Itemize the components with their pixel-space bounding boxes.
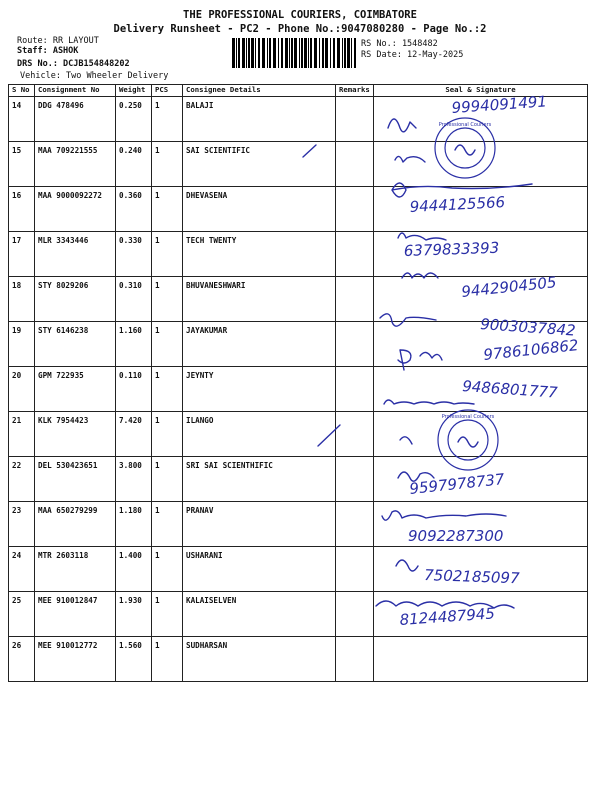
- cell-consignment-no: GPM 722935: [35, 367, 116, 412]
- cell-weight: 0.240: [116, 142, 152, 187]
- cell-remarks: [336, 547, 374, 592]
- staff-label: Staff: ASHOK: [17, 46, 79, 56]
- cell-remarks: [336, 322, 374, 367]
- cell-remarks: [336, 232, 374, 277]
- cell-pcs: 1: [152, 277, 183, 322]
- route-label: Route: RR LAYOUT: [17, 36, 99, 46]
- cell-sno: 23: [9, 502, 35, 547]
- cell-pcs: 1: [152, 502, 183, 547]
- cell-weight: 1.180: [116, 502, 152, 547]
- cell-consignment-no: MAA 650279299: [35, 502, 116, 547]
- cell-consignee: SAI SCIENTIFIC: [183, 142, 336, 187]
- table-row: [9, 502, 588, 547]
- table-row: [9, 547, 588, 592]
- handwritten-phone: 9444125566: [409, 193, 506, 216]
- cell-remarks: [336, 502, 374, 547]
- cell-signature: [374, 232, 588, 277]
- cell-pcs: 1: [152, 322, 183, 367]
- cell-sno: 14: [9, 97, 35, 142]
- table-row: [9, 97, 588, 142]
- handwritten-phone: 9092287300: [408, 527, 504, 545]
- cell-pcs: 1: [152, 457, 183, 502]
- cell-consignment-no: MAA 9000092272: [35, 187, 116, 232]
- cell-remarks: [336, 592, 374, 637]
- cell-consignee: TECH TWENTY: [183, 232, 336, 277]
- cell-pcs: 1: [152, 637, 183, 682]
- handwritten-phone: 9994091491: [451, 92, 548, 117]
- cell-consignment-no: DDG 478496: [35, 97, 116, 142]
- cell-consignee: JAYAKUMAR: [183, 322, 336, 367]
- cell-pcs: 1: [152, 232, 183, 277]
- table-row: [9, 142, 588, 187]
- table-row: [9, 367, 588, 412]
- cell-consignment-no: MEE 910012847: [35, 592, 116, 637]
- cell-consignee: KALAISELVEN: [183, 592, 336, 637]
- handwritten-phone: 9442904505: [460, 273, 558, 301]
- cell-signature: [374, 502, 588, 547]
- column-header-consignee: Consignee Details: [183, 85, 336, 97]
- cell-remarks: [336, 457, 374, 502]
- handwritten-phone: 7502185097: [423, 566, 520, 588]
- cell-consignment-no: STY 6146238: [35, 322, 116, 367]
- cell-sno: 22: [9, 457, 35, 502]
- cell-consignment-no: MEE 910012772: [35, 637, 116, 682]
- table-row: [9, 277, 588, 322]
- company-title: THE PROFESSIONAL COURIERS, COIMBATORE: [183, 9, 417, 21]
- cell-consignment-no: KLK 7954423: [35, 412, 116, 457]
- runsheet-subtitle: Delivery Runsheet - PC2 - Phone No.:9047080280 - Page No.:2: [113, 23, 487, 35]
- cell-consignee: SRI SAI SCIENTHIFIC: [183, 457, 336, 502]
- cell-pcs: 1: [152, 187, 183, 232]
- stamp-text: Professional Couriers: [438, 122, 492, 128]
- cell-weight: 0.360: [116, 187, 152, 232]
- cell-consignment-no: STY 8029206: [35, 277, 116, 322]
- cell-weight: 0.250: [116, 97, 152, 142]
- cell-sno: 19: [9, 322, 35, 367]
- cell-signature: [374, 367, 588, 412]
- column-header-signature: Seal & Signature: [374, 85, 588, 97]
- table-row: [9, 457, 588, 502]
- rs-date: RS Date: 12-May-2025: [361, 50, 464, 60]
- cell-weight: 3.800: [116, 457, 152, 502]
- table-row: [9, 412, 588, 457]
- rs-number: RS No.: 1548482: [361, 39, 438, 49]
- cell-remarks: [336, 637, 374, 682]
- cell-pcs: 1: [152, 547, 183, 592]
- cell-pcs: 1: [152, 367, 183, 412]
- cell-signature: [374, 592, 588, 637]
- stamp-text: Professional Couriers: [441, 414, 495, 420]
- handwritten-phone: 9597978737: [408, 470, 506, 498]
- cell-sno: 16: [9, 187, 35, 232]
- cell-weight: 1.400: [116, 547, 152, 592]
- handwritten-phone: 6379833393: [403, 238, 500, 260]
- vehicle-label: Vehicle: Two Wheeler Delivery: [20, 71, 169, 81]
- cell-consignment-no: DEL 530423651: [35, 457, 116, 502]
- cell-remarks: [336, 277, 374, 322]
- cell-remarks: [336, 142, 374, 187]
- handwritten-phone: 8124487945: [399, 604, 496, 629]
- cell-signature: [374, 187, 588, 232]
- table-row: [9, 187, 588, 232]
- column-header-sno: S No: [9, 85, 35, 97]
- column-header-pcs: PCS: [152, 85, 183, 97]
- cell-signature: [374, 97, 588, 142]
- column-header-consignment: Consignment No: [35, 85, 116, 97]
- cell-consignee: JEYNTY: [183, 367, 336, 412]
- cell-consignee: PRANAV: [183, 502, 336, 547]
- table-row: [9, 637, 588, 682]
- cell-signature: [374, 142, 588, 187]
- cell-weight: 1.930: [116, 592, 152, 637]
- cell-weight: 1.560: [116, 637, 152, 682]
- cell-signature: [374, 277, 588, 322]
- cell-weight: 0.110: [116, 367, 152, 412]
- cell-signature: [374, 637, 588, 682]
- cell-sno: 26: [9, 637, 35, 682]
- cell-weight: 0.310: [116, 277, 152, 322]
- table-row: [9, 592, 588, 637]
- cell-pcs: 1: [152, 592, 183, 637]
- handwritten-phone: 9786106862: [482, 336, 580, 364]
- cell-sno: 25: [9, 592, 35, 637]
- cell-consignment-no: MLR 3343446: [35, 232, 116, 277]
- column-header-remarks: Remarks: [336, 85, 374, 97]
- table-header-row: [9, 85, 588, 97]
- table-row: [9, 232, 588, 277]
- cell-weight: 0.330: [116, 232, 152, 277]
- cell-signature: [374, 457, 588, 502]
- drs-number: DRS No.: DCJB154848202: [17, 59, 130, 69]
- cell-remarks: [336, 367, 374, 412]
- cell-pcs: 1: [152, 142, 183, 187]
- cell-consignee: BHUVANESHWARI: [183, 277, 336, 322]
- cell-weight: 7.420: [116, 412, 152, 457]
- column-header-weight: Weight: [116, 85, 152, 97]
- cell-sno: 21: [9, 412, 35, 457]
- cell-consignee: USHARANI: [183, 547, 336, 592]
- cell-signature: [374, 412, 588, 457]
- cell-sno: 17: [9, 232, 35, 277]
- cell-sno: 18: [9, 277, 35, 322]
- cell-weight: 1.160: [116, 322, 152, 367]
- cell-remarks: [336, 412, 374, 457]
- cell-sno: 24: [9, 547, 35, 592]
- handwritten-phone: 9486801777: [461, 377, 559, 402]
- cell-pcs: 1: [152, 412, 183, 457]
- runsheet-table: [8, 84, 588, 682]
- cell-consignee: DHEVASENA: [183, 187, 336, 232]
- cell-remarks: [336, 97, 374, 142]
- cell-pcs: 1: [152, 97, 183, 142]
- cell-sno: 15: [9, 142, 35, 187]
- cell-consignee: BALAJI: [183, 97, 336, 142]
- cell-signature: [374, 547, 588, 592]
- handwritten-phone: 9003037842: [479, 315, 577, 340]
- cell-consignment-no: MAA 709221555: [35, 142, 116, 187]
- cell-sno: 20: [9, 367, 35, 412]
- cell-consignee: SUDHARSAN: [183, 637, 336, 682]
- barcode: [232, 38, 356, 68]
- cell-consignee: ILANGO: [183, 412, 336, 457]
- cell-remarks: [336, 187, 374, 232]
- table-row: [9, 322, 588, 367]
- cell-consignment-no: MTR 2603118: [35, 547, 116, 592]
- cell-signature: [374, 322, 588, 367]
